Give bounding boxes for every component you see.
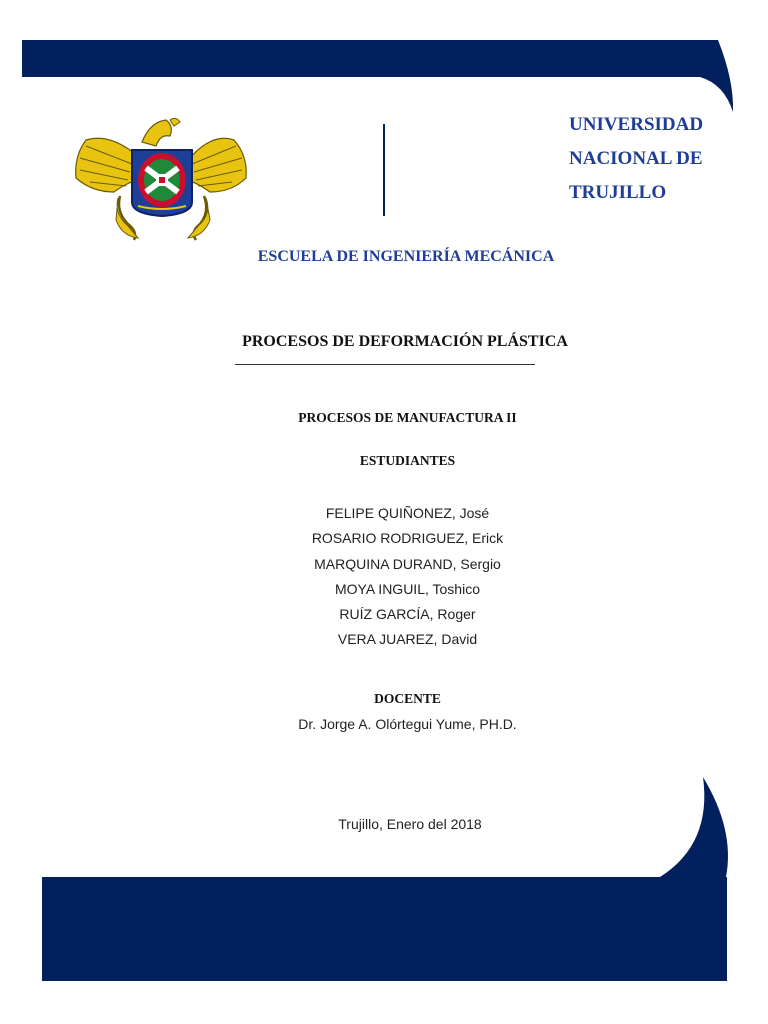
teacher-name: Dr. Jorge A. Olórtegui Yume, PH.D. [298, 716, 517, 732]
university-name-line1: UNIVERSIDAD [569, 114, 704, 135]
top-curve-decoration [0, 0, 768, 120]
bottom-navy-band [42, 877, 727, 981]
student-list [0, 501, 768, 653]
teacher-heading: DOCENTE [374, 691, 441, 706]
student-name: ROSARIO RODRIGUEZ, Erick [311, 530, 504, 547]
document-title: PROCESOS DE DEFORMACIÓN PLÁSTICA [242, 333, 568, 350]
place-date: Trujillo, Enero del 2018 [338, 816, 482, 832]
course-name: PROCESOS DE MANUFACTURA II [298, 410, 517, 425]
header-divider [383, 124, 385, 216]
university-name-line3: TRUJILLO [569, 182, 667, 203]
university-crest-icon [72, 112, 252, 244]
university-name [569, 108, 759, 210]
student-name: RUÍZ GARCÍA, Roger [339, 606, 476, 623]
student-name: VERA JUAREZ, David [337, 631, 478, 648]
school-name: ESCUELA DE INGENIERÍA MECÁNICA [257, 248, 555, 265]
student-name: MOYA INGUIL, Toshico [335, 580, 480, 597]
title-underline [235, 364, 535, 365]
university-name-line2: NACIONAL DE [569, 148, 703, 169]
student-name: FELIPE QUIÑONEZ, José [325, 505, 490, 521]
students-heading: ESTUDIANTES [359, 453, 456, 468]
student-name: MARQUINA DURAND, Sergio [314, 555, 501, 572]
